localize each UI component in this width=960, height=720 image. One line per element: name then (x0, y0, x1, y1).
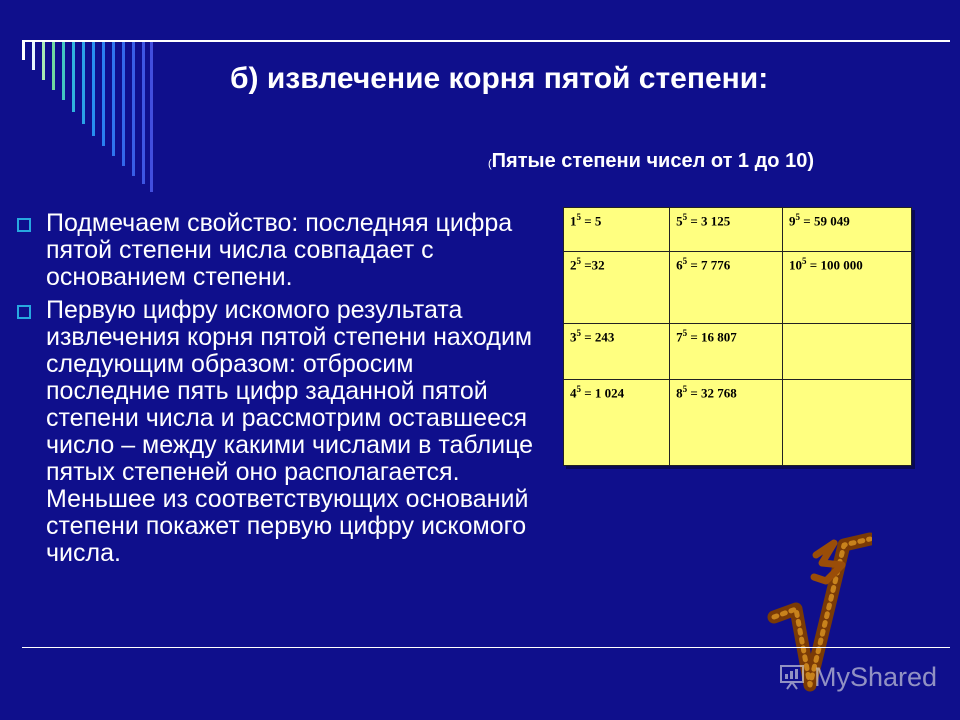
table-cell (670, 380, 783, 466)
table-cell (783, 324, 912, 380)
page-title: б) извлечение корня пятой степени: (230, 62, 769, 95)
list-item (14, 210, 544, 291)
power-result: = 59 049 (800, 213, 850, 229)
power-result: =32 (581, 257, 605, 273)
power-base: 1 (570, 213, 577, 229)
table-cell (670, 252, 783, 324)
power-result: = 32 768 (687, 385, 737, 401)
power-exponent: 5 (682, 256, 688, 266)
power-base: 3 (570, 329, 577, 345)
power-base: 7 (676, 329, 683, 345)
power-exponent: 5 (795, 212, 801, 222)
table-cell (564, 324, 670, 380)
fifth-powers-table (563, 207, 912, 466)
power-exponent: 5 (576, 328, 581, 338)
page-subtitle (488, 150, 814, 173)
power-exponent: 5 (802, 256, 807, 266)
table-row (564, 380, 912, 466)
table-cell (783, 252, 912, 324)
bullet-text: Первую цифру искомого результата извлечения корня пятой степени находим следующим образом: отбросим последние пять цифр заданной пятой степени числа и рассмотрим оставшееся число – между какими числами в таблице пятых степеней оно располагается. Меньшее из соответствующих оснований степени покажет первую цифру искомого числа. (46, 296, 534, 567)
power-exponent: 5 (682, 328, 688, 338)
table-row (564, 324, 912, 380)
power-exponent: 5 (576, 256, 581, 266)
power-base: 4 (570, 385, 577, 401)
power-base: 10 (789, 257, 803, 273)
power-result: = 16 807 (687, 329, 737, 345)
power-base: 8 (676, 385, 683, 401)
power-exponent: 5 (576, 384, 581, 394)
power-base: 9 (789, 213, 796, 229)
table-cell (564, 208, 670, 252)
bullet-list (14, 210, 544, 573)
table-cell (670, 208, 783, 252)
power-result: = 3 125 (687, 213, 731, 229)
subtitle-open-paren: ( (488, 158, 492, 170)
power-base: 5 (676, 213, 683, 229)
bullet-text: Подмечаем свойство: последняя цифра пятой степени числа совпадает с основанием степени. (46, 209, 513, 291)
square-bullet-icon (17, 305, 31, 319)
table-cell (670, 324, 783, 380)
power-exponent: 5 (682, 384, 688, 394)
decorative-stripes (22, 42, 162, 192)
list-item (14, 297, 544, 567)
table-row (564, 208, 912, 252)
power-base: 6 (676, 257, 683, 273)
table-cell (783, 380, 912, 466)
power-result: = 243 (581, 329, 615, 345)
watermark (778, 660, 937, 694)
power-exponent: 5 (682, 212, 688, 222)
power-base: 2 (570, 257, 577, 273)
table-row (564, 252, 912, 324)
table-cell (564, 252, 670, 324)
presentation-icon (778, 663, 806, 691)
bottom-divider-line (22, 647, 950, 648)
subtitle-text: Пятые степени чисел от 1 до 10) (491, 150, 814, 172)
power-exponent: 5 (576, 212, 581, 222)
power-result: = 100 000 (806, 257, 863, 273)
watermark-text: MyShared (814, 661, 938, 692)
table-cell (783, 208, 912, 252)
power-result: = 7 776 (687, 257, 731, 273)
table-cell (564, 380, 670, 466)
square-bullet-icon (17, 218, 31, 232)
power-result: = 1 024 (581, 385, 625, 401)
power-result: = 5 (581, 213, 602, 229)
